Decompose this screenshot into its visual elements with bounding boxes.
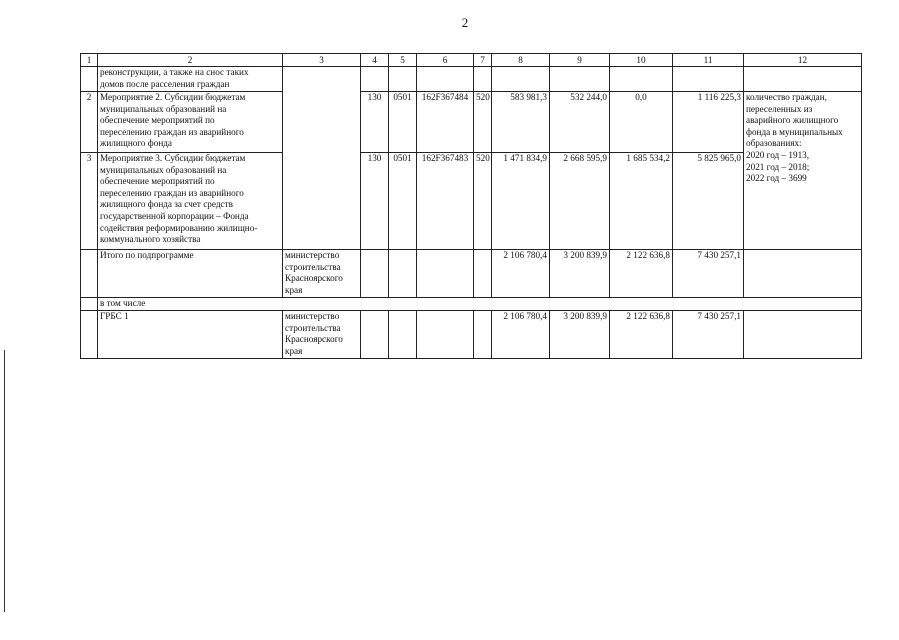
column-header: 2 [98,54,283,67]
row-name: реконструкции, а также на снос таких домов после расселения граждан [98,67,283,92]
row-name: ГРБС 1 [98,311,283,359]
column-header: 4 [361,54,389,67]
row-number [81,311,98,359]
table-row [81,311,862,359]
cell-col7: 520 [474,92,492,153]
cell-col4: 130 [361,92,389,153]
cell-col5: 0501 [389,92,417,153]
cell-col6: 162F367484 [417,92,474,153]
column-header: 1 [81,54,98,67]
cell-col10: 1 685 534,2 [610,153,673,250]
row-name: Мероприятие 3. Субсидии бюджетам муниципальных образований на обеспечение мероприятий по переселению граждан из аварийного жилищного фонда за счет средств государственной корпорации – Фонда содействия реформированию жилищно- коммунального хозяйства [98,153,283,250]
column-header: 3 [283,54,361,67]
row-name: Мероприятие 2. Субсидии бюджетам муниципальных образований на обеспечение мероприятий по переселению граждан из аварийного жилищного фонда [98,92,283,153]
column-header: 7 [474,54,492,67]
row-name: Итого по подпрограмме [98,250,283,298]
cell-col11: 7 430 257,1 [673,311,744,359]
row-number [81,250,98,298]
program-table [80,53,862,359]
cell-col9: 3 200 839,9 [550,311,610,359]
cell-col8: 1 471 834,9 [492,153,550,250]
scan-margin-line [4,350,5,612]
column-header: 12 [744,54,862,67]
cell-col3-merged [283,67,361,250]
cell-col3: министерство строительства Красноярского края [283,311,361,359]
cell-col8: 583 981,3 [492,92,550,153]
column-header: 5 [389,54,417,67]
cell-col11: 7 430 257,1 [673,250,744,298]
cell-col11: 5 825 965,0 [673,153,744,250]
table-row [81,67,862,92]
column-header: 6 [417,54,474,67]
cell-col8: 2 106 780,4 [492,311,550,359]
cell-col10: 2 122 636,8 [610,250,673,298]
row-name: в том числе [98,298,862,311]
cell-col10: 0,0 [610,92,673,153]
table-row-subheading [81,298,862,311]
page-number: 2 [461,15,469,30]
cell-col7: 520 [474,153,492,250]
column-header: 9 [550,54,610,67]
column-header: 8 [492,54,550,67]
header-row [81,54,862,67]
row-number: 3 [81,153,98,250]
table-row [81,92,862,153]
cell-col9: 3 200 839,9 [550,250,610,298]
cell-col9: 532 244,0 [550,92,610,153]
cell-col6: 162F367483 [417,153,474,250]
cell-col8: 2 106 780,4 [492,250,550,298]
column-header: 11 [673,54,744,67]
table-row [81,250,862,298]
result-indicator: количество граждан, переселенных из аварийного жилищного фонда в муниципальных образованиях: 2020 год – 1913, 2021 год – 2018; 2022 год – 3699 [744,92,862,250]
cell-col5: 0501 [389,153,417,250]
row-number [81,67,98,92]
column-header: 10 [610,54,673,67]
cell-col3: министерство строительства Красноярского края [283,250,361,298]
cell-col10: 2 122 636,8 [610,311,673,359]
row-number: 2 [81,92,98,153]
cell-col9: 2 668 595,9 [550,153,610,250]
cell-col11: 1 116 225,3 [673,92,744,153]
cell-col4: 130 [361,153,389,250]
